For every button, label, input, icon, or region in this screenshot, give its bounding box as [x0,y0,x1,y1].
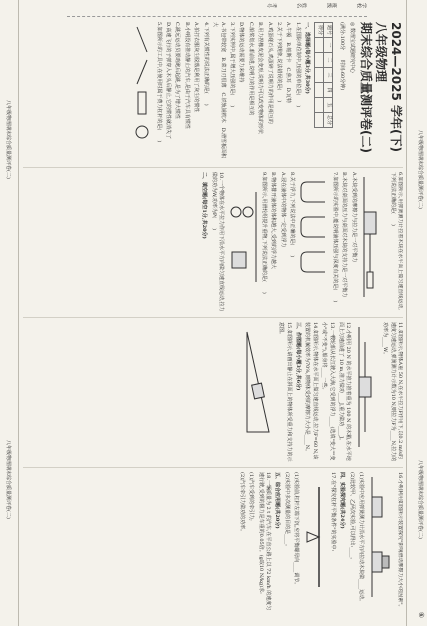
question-4-c: C.跳远运动员要助跑后起跳,是为了增大惯性 [174,22,181,119]
question-11: 11.如图所示,物体A重 50 N,在水平拉力F作用下,以0.2 m/s的速度匀速运动,弹簧测力计示数为10 N,则拉力F为____N,拉力的功率为____W。 [382,322,403,462]
question-1-options: A.牛顿 B.帕斯卡 C.焦耳 D.瓦特 [285,22,292,104]
section-1-title: 一、选择题(每小题3分,共30分) [304,22,311,94]
score-header: 一 [324,38,333,53]
question-16-2: (2)比较甲、乙两次实验,可以得出:____。 [348,472,355,563]
exam-title-line1: 2024—2025 学年(下)八年级物理 [374,22,403,152]
question-6-b: B.木块对桌面的压力与桌面对木块的支持力是一对平衡力 [341,172,348,298]
question-15: 15.如图所示,请画出静止在斜面上的物体所受重力和支持力的示意图。 [278,322,292,462]
question-6-a: A.木块受到的摩擦力与拉力是一对平衡力 [350,172,357,263]
question-1: 1.在国际单位制中,压强的单位是( ) [294,22,301,108]
exam-source: ◎ 数理宝试题研究中心 [349,22,355,73]
page-number: ⑥ [417,611,425,618]
exam-title-line2: 期末综合质量测评卷(二) [359,22,373,153]
question-2-a: A.鸡蛋碰石头,鸡蛋碎了说明力的作用是相互的 [266,22,273,124]
sidebar-class: 班级 [327,2,337,8]
column-divider [23,167,403,168]
question-2-c: C.船桨划水,船前进,说明力的作用是相互的 [247,22,254,116]
column-divider [23,317,403,318]
section-4-title: 四、实验探究题(共24分) [339,472,346,529]
column-3 [23,322,403,462]
question-10: 10.一个物体在水平拉力作用下沿水平方向做匀速直线运动,拉力做的功为W,功率为P( ) [210,172,225,312]
incline-figure [245,322,275,452]
question-3: 3.下列实例中,属于增大压强的是( ) [228,22,235,108]
question-4-a: A.拍打衣服灰尘脱落是利用了灰尘的惯性 [193,22,200,113]
score-row-label: 得分 [315,23,324,38]
sidebar-school: 学校 [357,2,367,8]
section-5-title: 五、综合应用题(共20分) [274,472,281,529]
question-12: 12.小明用 20 N 的水平推力推着重为 100 N 的木箱,在水平地面上匀速前进了 10 m,推力做功____J,重力做功____J。 [337,322,352,461]
question-8-b: B.物体排开液体的体积越大,受到的浮力越大 [270,172,277,269]
question-16: 16.小明利用如图所示装置探究"影响滑动摩擦力大小的因素"。 [397,472,403,610]
exam-meta: (满分:100分 时间:60分钟) [338,22,345,91]
bottom-footer-band [0,0,19,626]
score-header: 四 [324,83,333,98]
column-2 [23,172,403,312]
question-5: 5.如图所示的工具中,在使用时属于费力杠杆的是( ) [155,22,162,143]
score-header: 题号 [324,23,333,38]
friction-experiment-figure [368,472,394,602]
section-3-title: 三、作图题(每小题3分,共6分) [294,322,301,391]
header-right: 八年级物理期末综合质量测评卷(二) [417,460,423,539]
question-6: 6.如图所示,用弹簧测力计拉着木块在水平面上做匀速直线运动,下列说法正确的是( ) [389,172,403,310]
question-7: 7.如图所示的实验中,能说明液体压强与深度有关的是( ) [331,172,338,303]
question-4-d: D.高速飞行的子弹穿入木头后静止,它的惯性就消失了 [165,22,172,140]
score-header: 二 [324,53,333,68]
score-header: 总分 [324,113,333,128]
question-17-2: (2)实验中多次测量的目的是____。 [283,472,290,550]
question-18: 18.一辆质量为 2 t 的汽车,在平直公路上以 72 km/h 的速度匀速行驶,受到的阻力是车重的0.05倍。(g取10 N/kg)求: [257,472,271,611]
spring-scale-figure [355,322,379,452]
score-cell[interactable] [315,113,324,128]
sidebar-name: 姓名 [297,2,307,8]
lever-figure [303,472,327,602]
column-divider [23,467,403,468]
question-4: 4.下列有关惯性的说法正确的是( ) [202,22,209,106]
column-1 [23,22,403,162]
top-header-band [406,0,427,626]
question-2-d: D.物体的运动需要力来维持 [238,22,245,83]
score-cell[interactable] [315,53,324,68]
question-16-1: (1)实验中应用弹簧测力计沿水平方向拉动木块做____运动。 [358,472,365,605]
question-18-1: (1)汽车受到的牵引力; [248,472,255,521]
footer-right: 八年级物理期末综合质量测评卷(二) [5,440,11,519]
score-header: 三 [324,68,333,83]
question-17-1: (1)实验前,杠杆左端下沉,应将平衡螺母向____调节。 [293,472,300,588]
sidebar-id: 考号 [267,2,277,8]
lever-tools-figure [130,22,152,152]
question-2-b: B.用力捏橡皮泥会变形,说明力可以改变物体的形状 [257,22,264,134]
column-4 [23,472,403,612]
score-cell[interactable] [315,98,324,113]
score-table [314,22,333,128]
question-4-b: B.小明没有推动静止的汽车,是由于汽车具有惯性 [183,22,190,129]
section-2-title: 二、填空题(每空1分,共20分) [201,172,208,239]
score-header: 五 [324,98,333,113]
score-cell[interactable] [315,38,324,53]
pulley-figure [228,172,258,302]
u-tube-figure [299,172,329,302]
question-17: 17.在"探究杠杆平衡条件"的实验中: [329,472,336,552]
question-13: 13.一艘轮船从长江驶入大海,它受到的浮力____(选填"变大""变小"或"不变"),船身将____一些。 [321,322,335,461]
question-18-2: (2)汽车牵引力做功的功率。 [238,472,245,535]
question-8-a: A.浸在液体中的物体一定受到浮力 [279,172,286,248]
question-14: 14.如图所示,物体在水平面上做匀速直线运动,拉力F=60 N,该装置的机械效率为70%,则物体受到的摩擦力大小是____N。 [304,322,318,460]
footer-left: 八年级物理期末综合质量测评卷(二) [5,100,11,179]
question-8: 8.关于浮力,下列说法中正确的是( ) [289,172,296,258]
score-cell[interactable] [315,68,324,83]
friction-figure [360,172,386,302]
score-cell[interactable] [315,83,324,98]
binding-sidebar [67,2,367,17]
question-3-options: A.书包带较宽 B.菜刀刃很薄 C.铁轨铺枕木 D.滑雪板面积大 [212,22,226,159]
question-9: 9.如图所示,用滑轮组提升重物,下列说法正确的是( ) [260,172,267,294]
question-2: 2.关于下列现象,说法错误的是( ) [275,22,282,103]
header-left: 八年级物理期末综合质量测评卷(二) [417,130,423,209]
